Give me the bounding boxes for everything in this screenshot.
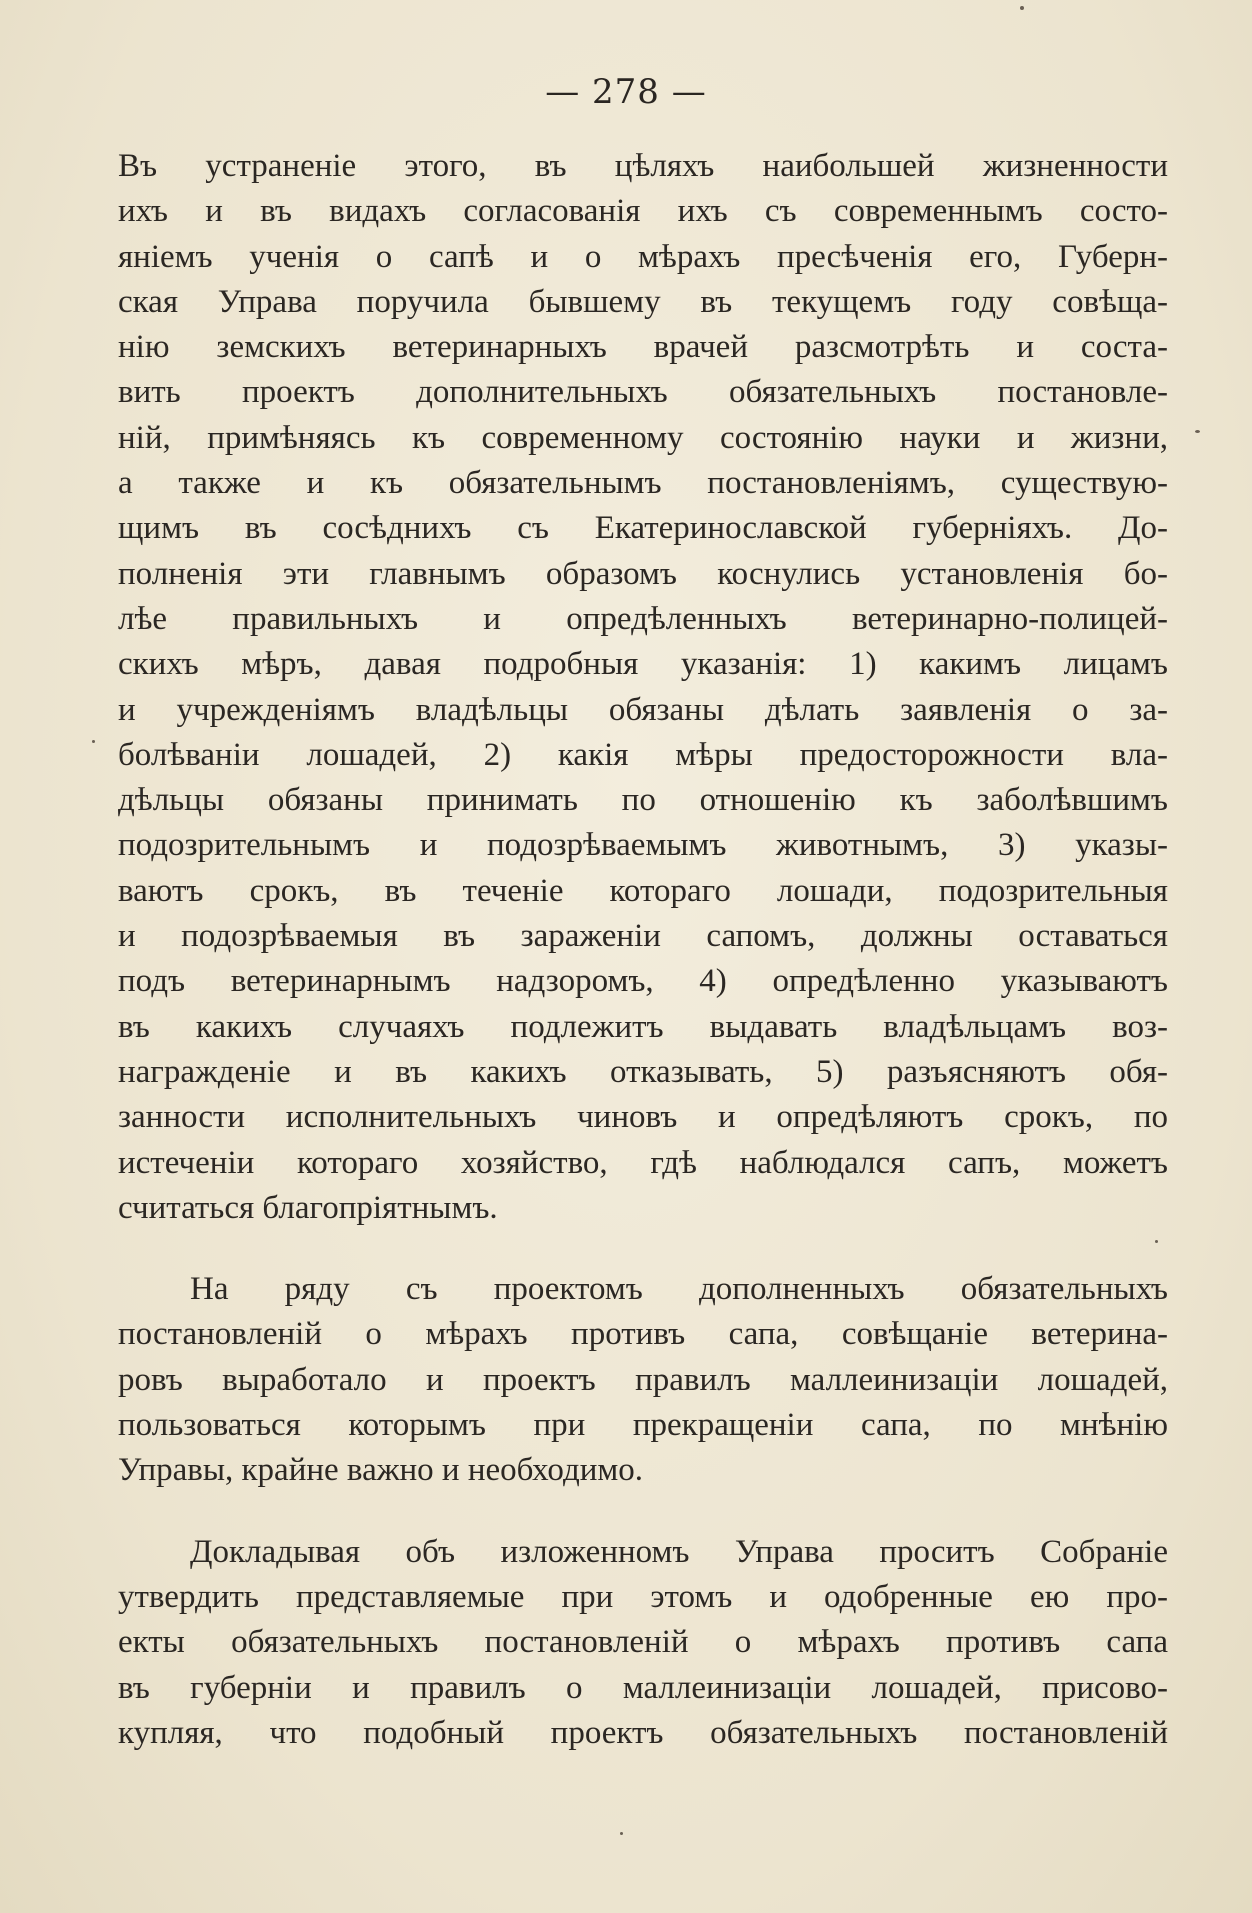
text-line: Въ устраненіе этого, въ цѣляхъ наибольшей жизненности [118,148,1168,184]
text-line: ихъ и въ видахъ согласованія ихъ съ современнымъ состо- [118,193,1168,230]
text-line: постановленій о мѣрахъ противъ сапа, совѣщаніе ветерина- [118,1316,1168,1353]
text-line: ская Управа поручила бывшему въ текущемъ году совѣща- [118,283,1168,320]
paper-speck [1195,430,1200,433]
text-line: купляя, что подобный проектъ обязательныхъ постановленій [118,1714,1168,1751]
text-line: Управы, крайне важно и необходимо. [118,1452,644,1489]
text-line: награжденіе и въ какихъ отказывать, 5) разъясняютъ обя- [118,1053,1168,1090]
text-line: полненія эти главнымъ образомъ коснулись установленія бо- [118,555,1168,592]
text-line: истеченіи котораго хозяйство, гдѣ наблюдался сапъ, можетъ [118,1144,1168,1181]
paragraph-3 [118,1530,1168,1756]
text-line: вить проектъ дополнительныхъ обязательныхъ постановле- [118,374,1168,411]
text-line: Докладывая объ изложенномъ Управа проситъ Собраніе [190,1533,1168,1570]
text-line: считаться благопріятнымъ. [118,1189,498,1226]
text-line: подъ ветеринарнымъ надзоромъ, 4) опредѣленно указываютъ [118,963,1168,1000]
text-line: болѣваніи лошадей, 2) какія мѣры предосторожности вла- [118,736,1168,773]
text-line: лѣе правильныхъ и опредѣленныхъ ветеринарно-полицей- [118,600,1168,637]
text-line: пользоваться которымъ при прекращеніи сапа, по мнѣнію [118,1407,1168,1444]
page-number: — 278 — [545,72,707,112]
paragraph-2 [118,1267,1168,1493]
text-line: скихъ мѣръ, давая подробныя указанія: 1) какимъ лицамъ [118,646,1168,683]
text-line: занности исполнительныхъ чиновъ и опредѣляютъ срокъ, по [118,1099,1168,1136]
body-text [118,144,1168,1756]
text-line: ній, примѣняясь къ современному состоянію науки и жизни, [118,419,1168,456]
text-line: въ губерніи и правилъ о маллеинизаціи лошадей, присово- [118,1669,1168,1706]
text-line: яніемъ ученія о сапѣ и о мѣрахъ пресѣченія его, Губерн- [118,238,1168,275]
text-line: ровъ выработало и проектъ правилъ маллеинизаціи лошадей, [118,1361,1168,1398]
text-line: и подозрѣваемыя въ зараженіи сапомъ, должны оставаться [118,918,1168,955]
text-line: дѣльцы обязаны принимать по отношенію къ заболѣвшимъ [118,782,1168,819]
paper-speck [620,1832,623,1835]
text-line: ваютъ срокъ, въ теченіе котораго лошади, подозрительныя [118,872,1168,909]
text-line: щимъ въ сосѣднихъ съ Екатеринославской губерніяхъ. До- [118,510,1168,547]
text-line: На ряду съ проектомъ дополненныхъ обязательныхъ [190,1271,1168,1308]
text-line: утвердить представляемые при этомъ и одобренные ею про- [118,1578,1168,1615]
text-line: подозрительнымъ и подозрѣваемымъ животнымъ, 3) указы- [118,827,1168,864]
text-line: а также и къ обязательнымъ постановленіямъ, существую- [118,465,1168,502]
text-line: нію земскихъ ветеринарныхъ врачей разсмотрѣть и соста- [118,329,1168,366]
text-line: екты обязательныхъ постановленій о мѣрахъ противъ сапа [118,1624,1168,1661]
text-line: и учрежденіямъ владѣльцы обязаны дѣлать заявленія о за- [118,691,1168,728]
paper-speck [92,740,95,743]
text-line: въ какихъ случаяхъ подлежитъ выдавать владѣльцамъ воз- [118,1008,1168,1045]
paragraph-1 [118,144,1168,1231]
paper-speck [1020,6,1024,10]
paper-speck [1155,1240,1158,1243]
